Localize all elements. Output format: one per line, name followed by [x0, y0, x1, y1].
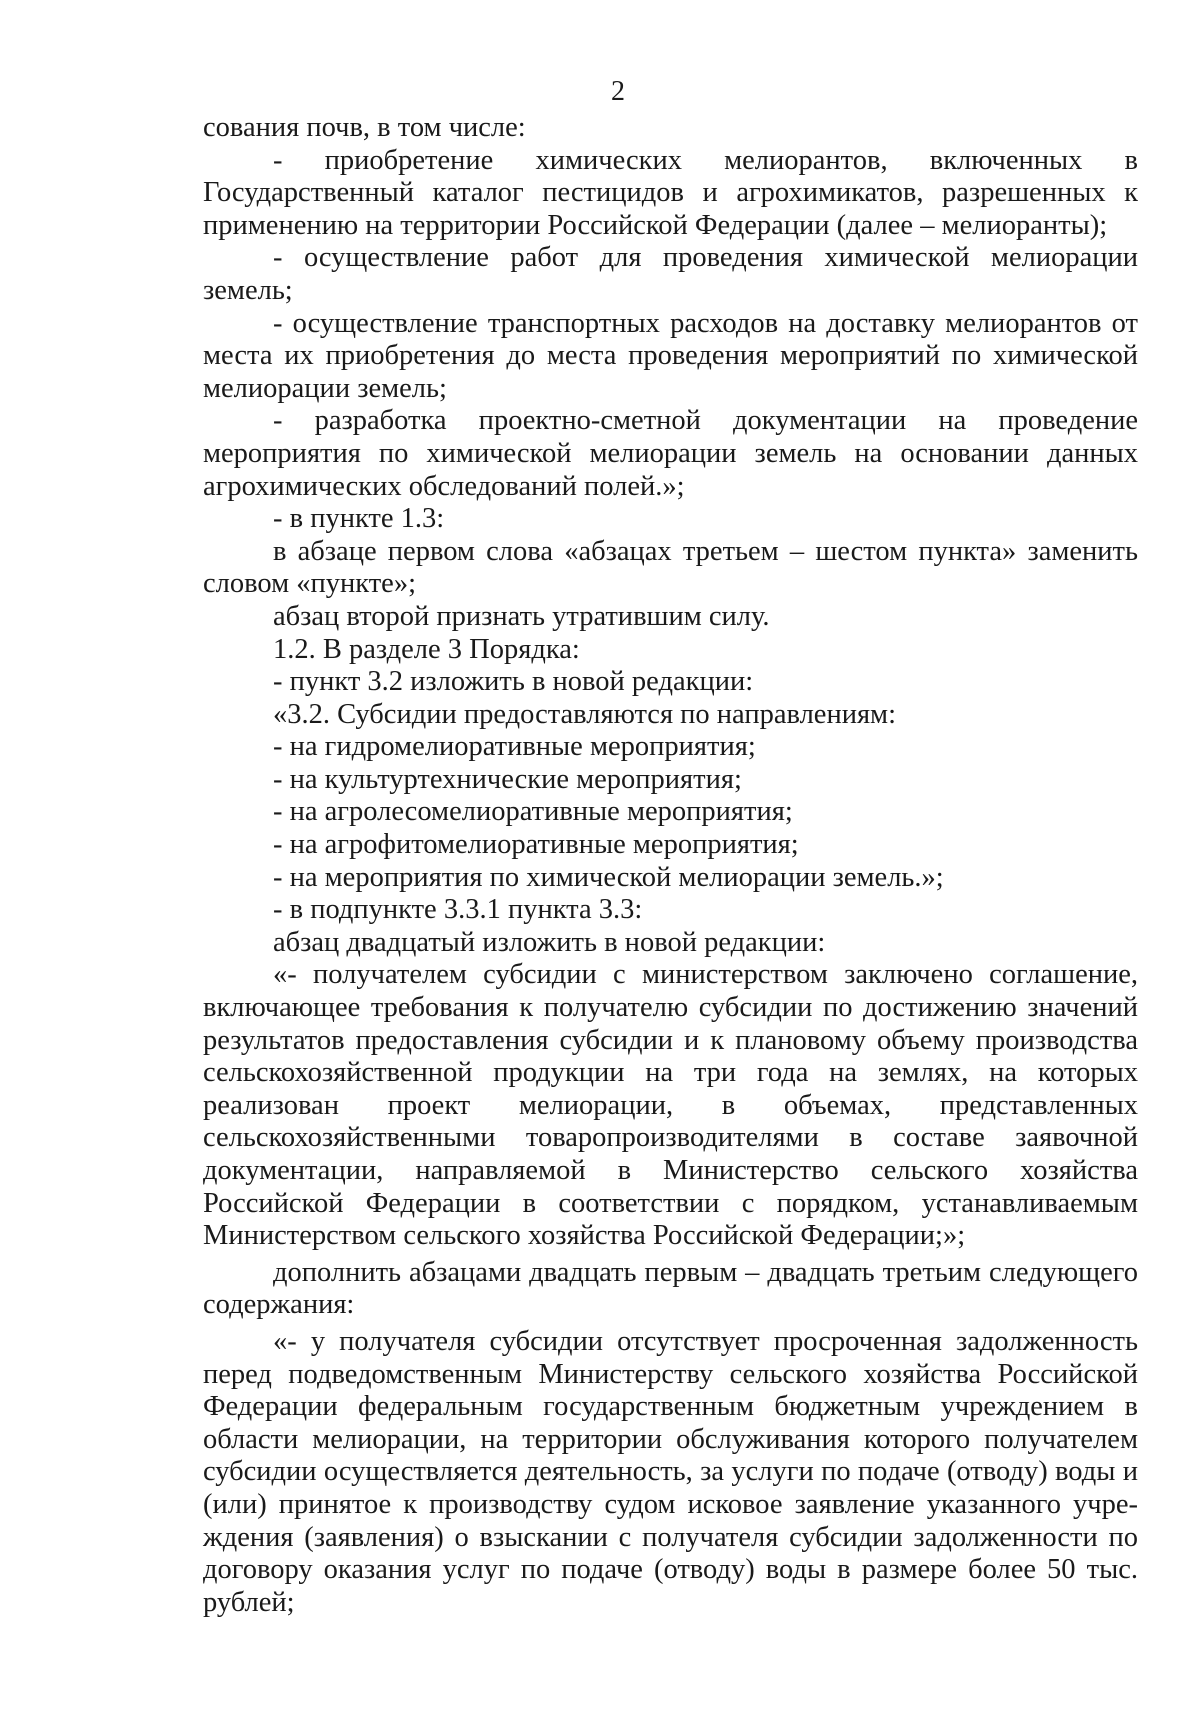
paragraph: - приобретение химических мелиорантов, включенных в Государственный каталог пестицидов и агрохимикатов, разрешенных к применению на территории Российской Федерации (далее – мелиоранты);: [203, 144, 1138, 241]
paragraph: дополнить абзацами двадцать первым – двадцать третьим следующего содержания:: [203, 1256, 1138, 1321]
paragraph: 1.2. В разделе 3 Порядка:: [273, 633, 580, 665]
paragraph: - осуществление работ для проведения химической мелиорации земель;: [203, 242, 1138, 306]
paragraph: - разработка проектно-сметной документации на проведение мероприятия по химической мелиорации земель на основании данных агрохимических обследований полей.»;: [203, 405, 1138, 502]
paragraph: - на гидромелиоративные мероприятия;: [273, 731, 756, 763]
paragraph: абзац двадцатый изложить в новой редакции:: [273, 926, 826, 958]
paragraph: - на агрофитомелиоративные мероприятия;: [273, 829, 799, 861]
paragraph: - на мероприятия по химической мелиорации земель.»;: [273, 861, 944, 893]
page-number: 2: [611, 76, 625, 107]
paragraph: - на культуртехнические мероприятия;: [273, 763, 742, 795]
paragraph: «- получателем субсидии с министерством заключено соглашение, включающее требования к получателю субсидии по достижению значений результатов предоставления субсидии и к плановому объему производства сельскохозяйственной продукции на три года на землях, на которых реализован проект мелиорации, в объемах, представленных сельскохозяйственными товаропроизводителями в составе заявочной документации, направляемой в Министерство сельского хозяйства Российской Федерации в соответствии с порядком, устанавливаемым Министерством сельского хозяйства Российской Федерации;»;: [203, 959, 1138, 1252]
paragraph: - в пункте 1.3:: [273, 503, 445, 535]
paragraph: «- у получателя субсидии отсутствует просроченная задолженность перед подведомственным Министерству сельского хозяйства Российской Федерации федеральным государственным бюджетным учреждением в области мелиорации, на территории обслуживания которого получателем субсидии осуществляется деятельность, за услуги по подаче (отводу) воды и (или) принятое к производству судом исковое заявление указанного учреждения (заявления) о взыскании с получателя субсидии задолженности по договору оказания услуг по подаче (отводу) воды в размере более 50 тыс. рублей;: [203, 1325, 1138, 1618]
paragraph: - на агролесомелиоративные мероприятия;: [273, 796, 793, 828]
paragraph: абзац второй признать утратившим силу.: [273, 600, 770, 632]
document-body: [203, 112, 1138, 1619]
paragraph: - осуществление транспортных расходов на доставку мелиорантов от места их приобретения до места проведения мероприятий по химической мелиорации земель;: [203, 307, 1138, 404]
paragraph: - в подпункте 3.3.1 пункта 3.3:: [273, 894, 643, 926]
paragraph: «3.2. Субсидии предоставляются по направлениям:: [273, 698, 897, 730]
paragraph: в абзаце первом слова «абзацах третьем – шестом пункта» заменить словом «пункте»;: [203, 535, 1138, 600]
paragraph: сования почв, в том числе:: [203, 112, 526, 143]
paragraph: - пункт 3.2 изложить в новой редакции:: [273, 666, 754, 698]
